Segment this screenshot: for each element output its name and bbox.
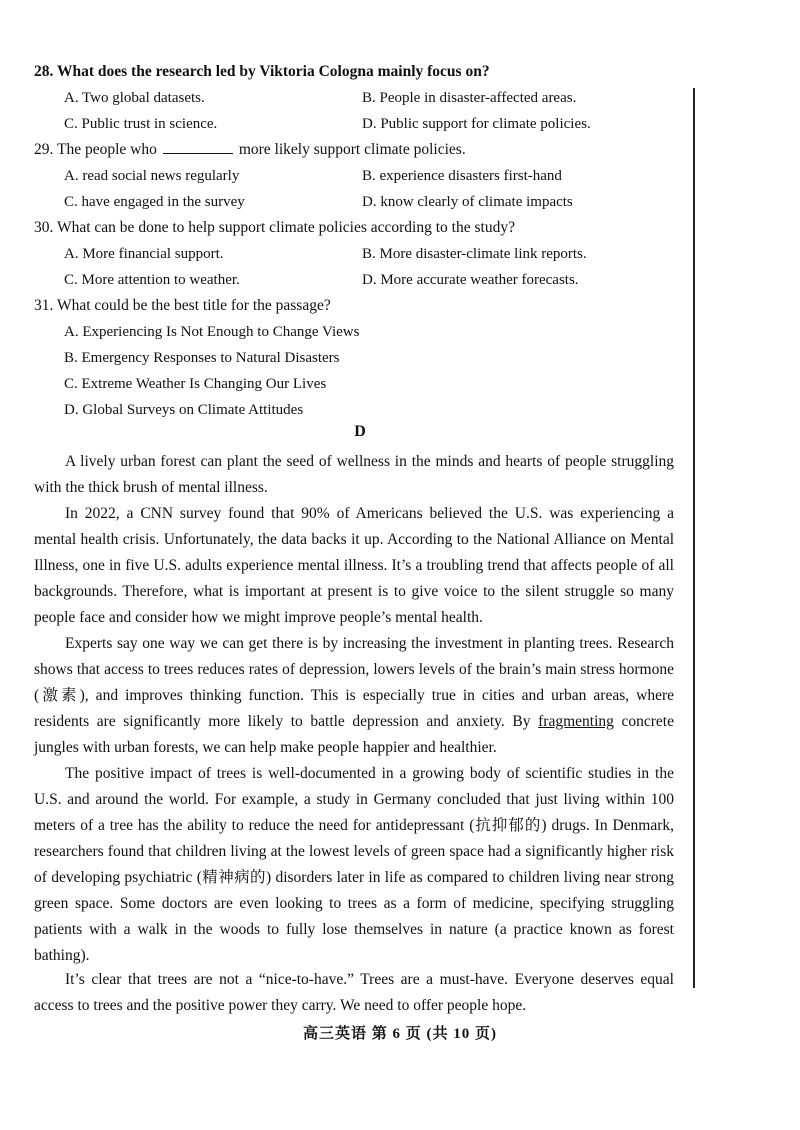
question-number: 30. xyxy=(34,219,54,236)
q31-option-b: B. Emergency Responses to Natural Disasters xyxy=(64,350,340,366)
q28-option-b: B. People in disaster-affected areas. xyxy=(362,90,577,106)
q28-option-d: D. Public support for climate policies. xyxy=(362,116,591,132)
passage-paragraph-5: It’s clear that trees are not a “nice-to-have.” Trees are a must-have. Everyone deserves equal access to trees and the positive power they carry. We need to offer people hope. xyxy=(34,971,674,1014)
question-text: What can be done to help support climate policies according to the study? xyxy=(56,219,515,236)
question-text-after: more likely support climate policies. xyxy=(238,141,466,158)
passage-paragraph-4: The positive impact of trees is well-documented in a growing body of scientific studies in the U.S. and around the world. For example, a study in Germany concluded that just living within 100 meters of a tree has the ability to reduce the need for antidepressant (抗抑郁的) drugs. In Denmark, researchers found that children living at the lowest levels of green space had a significantly higher risk of developing psychiatric (精神病的) disorders later in life as compared to children living near strong green space. Some doctors are even looking to trees as a form of medicine, specifying struggling patients with a walk in the woods to fully lose themselves in nature (a practice known as forest bathing). xyxy=(34,765,674,964)
q29-option-b: B. experience disasters first-hand xyxy=(362,168,562,184)
question-text: What could be the best title for the passage? xyxy=(56,297,331,314)
question-number: 29. xyxy=(34,141,54,158)
question-30 xyxy=(34,215,515,241)
page-footer: 高三英语 第 6 页 (共 10 页) xyxy=(303,1026,497,1042)
question-number: 31. xyxy=(34,297,54,314)
q31-option-d: D. Global Surveys on Climate Attitudes xyxy=(64,402,304,418)
paragraph-text: Experts say one way we can get there is by increasing the investment in planting trees. Research shows that access to trees reduces rates of depression, lowers levels of the brain’s main stress hormone (激素), and improves thinking function. This is especially true in cities and urban areas, where residents are significantly more likely to battle depression and anxiety. By xyxy=(34,635,674,730)
question-text-before: The people who xyxy=(56,141,157,158)
question-text: What does the research led by Viktoria Cologna mainly focus on? xyxy=(56,63,490,80)
answer-blank xyxy=(163,139,233,154)
q28-option-c: C. Public trust in science. xyxy=(64,116,218,132)
q29-option-d: D. know clearly of climate impacts xyxy=(362,194,573,210)
q30-option-b: B. More disaster-climate link reports. xyxy=(362,246,587,262)
section-title: D xyxy=(354,423,366,440)
question-number: 28. xyxy=(34,63,54,80)
question-29 xyxy=(34,137,466,163)
q31-option-c: C. Extreme Weather Is Changing Our Lives xyxy=(64,376,327,392)
margin-rule xyxy=(693,88,695,988)
q28-option-a: A. Two global datasets. xyxy=(64,90,205,106)
q31-option-a: A. Experiencing Is Not Enough to Change Views xyxy=(64,324,360,340)
passage-paragraph-3 xyxy=(34,631,674,761)
passage-paragraph-1: A lively urban forest can plant the seed of wellness in the minds and hearts of people struggling with the thick brush of mental illness. xyxy=(34,453,674,496)
q30-option-c: C. More attention to weather. xyxy=(64,272,240,288)
question-28 xyxy=(34,59,490,85)
q29-option-a: A. read social news regularly xyxy=(64,168,240,184)
passage-paragraph-2: In 2022, a CNN survey found that 90% of Americans believed the U.S. was experiencing a mental health crisis. Unfortunately, the data backs it up. According to the National Alliance on Mental Illness, one in five U.S. adults experience mental illness. It’s a troubling trend that affects people of all backgrounds. Therefore, what is important at present is to give voice to the silent struggle so many people face and consider how we might improve people’s mental health. xyxy=(34,505,674,626)
q30-option-d: D. More accurate weather forecasts. xyxy=(362,272,579,288)
q29-option-c: C. have engaged in the survey xyxy=(64,194,245,210)
question-31 xyxy=(34,293,331,319)
underlined-word: fragmenting xyxy=(538,713,614,730)
q30-option-a: A. More financial support. xyxy=(64,246,224,262)
paragraph-text: concrete jungles with urban forests, we can help make people happier and healthier. xyxy=(34,713,674,756)
